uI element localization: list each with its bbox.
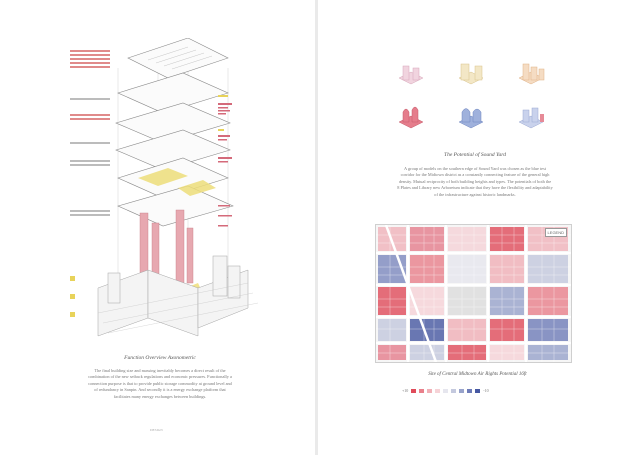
caption-line: corridor for the Midtown district as a constantly connecting feature of the general high (400, 172, 550, 178)
map-caption: Site of Central Midtown Air Rights Potential 16ft (428, 372, 527, 377)
caption-line: of the infrastructure against historic landmarks. (434, 191, 516, 197)
midtown-site-map (375, 224, 572, 363)
massing-study-diagram (395, 100, 435, 134)
page-folio: DESIGN (150, 428, 163, 432)
map-legend (402, 388, 489, 393)
callout-line (70, 114, 110, 116)
study-caption-body (372, 166, 578, 198)
legend-swatch (419, 389, 424, 393)
callout-line (70, 210, 110, 212)
left-page (0, 0, 316, 455)
callout-line (70, 54, 110, 56)
legend-marker (70, 286, 122, 304)
massing-study-diagram (515, 58, 555, 92)
callout-line (70, 118, 110, 120)
legend-swatch (411, 389, 416, 393)
callout-line (70, 214, 110, 216)
caption-line: facilitates many energy exchanges between buildings. (113, 393, 207, 399)
callout-line (70, 142, 110, 144)
callout-line (70, 58, 110, 60)
left-annotation-callouts (70, 48, 122, 322)
right-annotation-callouts (210, 95, 250, 255)
caption-line: A group of models on the southern edge of Sound Yard was chosen as the blue test (404, 166, 546, 171)
caption-line: connection purpose is that to provide public storage commodity at ground level and (88, 380, 232, 386)
map-drawing (376, 225, 571, 362)
callout-line (70, 50, 110, 52)
legend-marker (70, 304, 122, 322)
caption-line: combination of the new setback regulations and economic pressures. Functionally a (88, 374, 232, 380)
axon-caption-body (62, 368, 258, 400)
study-caption-title: The Potential of Sound Yard (444, 152, 506, 158)
axon-caption-title: Function Overview Axonometric (124, 355, 196, 361)
legend-low-label: +10 (402, 388, 409, 393)
massing-study-diagram (455, 100, 495, 134)
massing-study-diagram (395, 58, 435, 92)
study-diagram-row-bottom (395, 100, 555, 134)
callout-line (70, 160, 110, 162)
callout-line (70, 164, 110, 166)
caption-line: of redundancy in Sanpin. And secondly it is a energy exchange platform that (94, 387, 226, 393)
study-diagram-row-top (395, 58, 555, 92)
legend-swatch (427, 389, 432, 393)
callout-line (70, 62, 110, 64)
caption-line: The final building size and massing inevitably becomes a direct result of the (94, 368, 226, 373)
legend-swatch (451, 389, 456, 393)
massing-study-diagram (455, 58, 495, 92)
callout-line (70, 98, 110, 100)
legend-swatch (459, 389, 464, 393)
legend-high-label: -10 (483, 388, 489, 393)
massing-study-diagram (515, 100, 555, 134)
callout-line (70, 66, 110, 68)
legend-swatch (435, 389, 440, 393)
caption-line: density. Mutual reciprocity of both building heights and types. The potentials of both the (398, 178, 552, 184)
legend-marker (70, 268, 122, 286)
caption-line: 8 Plates and Library new Arboretum indicate that they have the flexibility and adaptability (397, 185, 553, 191)
legend-swatch (475, 389, 480, 393)
legend-swatch (467, 389, 472, 393)
map-key-label: LEGEND (545, 228, 567, 237)
legend-swatch (443, 389, 448, 393)
